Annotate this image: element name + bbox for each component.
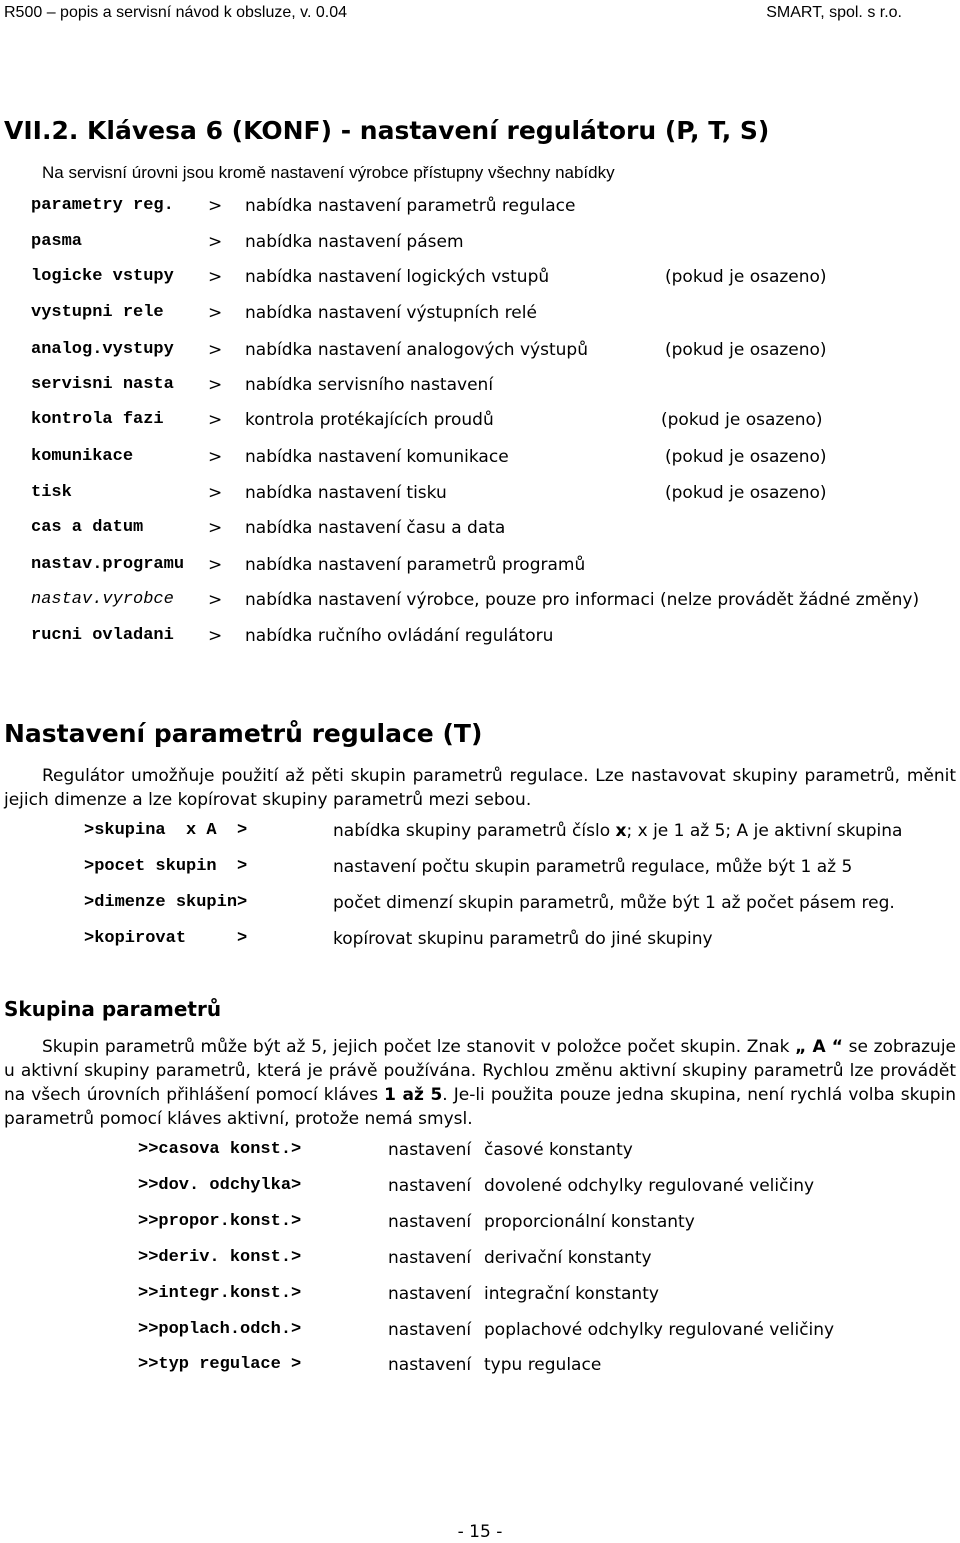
section-title-skupina-parametru: Skupina parametrů [4, 997, 222, 1021]
group-param-code: >>deriv. konst.> [138, 1248, 302, 1267]
menu-row [0, 232, 960, 268]
menu-row [0, 267, 960, 303]
menu-arrow: > [208, 518, 223, 538]
menu-note: (pokud je osazeno) [665, 267, 827, 287]
menu-desc: nabídka nastavení parametrů regulace [245, 196, 576, 216]
group-param-row [0, 1176, 960, 1212]
group-param-code: >>integr.konst.> [138, 1284, 302, 1303]
menu-desc: nabídka nastavení parametrů programů [245, 555, 586, 575]
menu-code: vystupni rele [31, 303, 164, 322]
menu-arrow: > [208, 375, 223, 395]
menu-row [0, 196, 960, 232]
param-desc: kopírovat skupinu parametrů do jiné skupiny [333, 929, 713, 949]
menu-arrow: > [208, 232, 223, 252]
section3-paragraph [4, 1035, 956, 1131]
param-code: >dimenze skupin> [84, 893, 248, 912]
group-param-row [0, 1284, 960, 1320]
group-param-desc: časové konstanty [484, 1140, 633, 1160]
menu-code: servisni nasta [31, 375, 174, 394]
menu-desc: nabídka nastavení výrobce, pouze pro informaci (nelze provádět žádné změny) [245, 590, 920, 610]
param-code: >kopirovat > [84, 929, 248, 948]
menu-arrow: > [208, 626, 223, 646]
group-param-code: >>casova konst.> [138, 1140, 302, 1159]
menu-desc: kontrola protékajících proudů [245, 410, 494, 430]
menu-row [0, 555, 960, 591]
menu-arrow: > [208, 447, 223, 467]
menu-code: nastav.programu [31, 555, 185, 574]
param-desc-text: nabídka skupiny parametrů číslo [333, 821, 616, 841]
menu-code: komunikace [31, 447, 134, 466]
menu-row [0, 483, 960, 519]
menu-code: pasma [31, 232, 83, 251]
header-doc-title: R500 – popis a servisní návod k obsluze, v. 0.04 [4, 4, 348, 21]
menu-desc: nabídka nastavení výstupních relé [245, 303, 537, 323]
menu-row [0, 447, 960, 483]
group-param-desc: derivační konstanty [484, 1248, 652, 1268]
page-number: - 15 - [457, 1522, 503, 1542]
menu-arrow: > [208, 483, 223, 503]
menu-arrow: > [208, 410, 223, 430]
param-desc: počet dimenzí skupin parametrů, může být 1 až počet pásem reg. [333, 893, 895, 913]
menu-row [0, 590, 960, 626]
section-title-parametry-regulace: Nastavení parametrů regulace (T) [4, 719, 483, 748]
menu-desc: nabídka nastavení analogových výstupů [245, 340, 588, 360]
menu-arrow: > [208, 555, 223, 575]
param-row [0, 821, 960, 857]
group-param-desc: proporcionální konstanty [484, 1212, 695, 1232]
menu-code: analog.vystupy [31, 340, 174, 359]
group-param-set: nastavení [388, 1284, 472, 1304]
group-param-set: nastavení [388, 1212, 472, 1232]
menu-arrow: > [208, 303, 223, 323]
menu-desc: nabídka nastavení času a data [245, 518, 506, 538]
menu-desc: nabídka ručního ovládání regulátoru [245, 626, 554, 646]
group-param-set: nastavení [388, 1248, 472, 1268]
menu-arrow: > [208, 590, 223, 610]
section2-paragraph-text: Regulátor umožňuje použití až pěti skupin parametrů regulace. Lze nastavovat skupiny parametrů, měnit jejich dimenze a lze kopírovat skupiny parametrů mezi sebou. [4, 766, 956, 810]
section3-text-c: . Je-li použita pouze jedna skupina, není rychlá volba skupin parametrů pomocí kláves aktivní, protože nemá smysl. [4, 1085, 956, 1129]
param-row [0, 893, 960, 929]
param-desc-text-post: ; x je 1 až 5; A je aktivní skupina [626, 821, 903, 841]
section-title-konf: VII.2. Klávesa 6 (KONF) - nastavení regulátoru (P, T, S) [4, 116, 770, 145]
menu-row [0, 303, 960, 339]
menu-note: (pokud je osazeno) [661, 410, 823, 430]
param-row [0, 857, 960, 893]
group-param-row [0, 1212, 960, 1248]
section3-text-a: Skupin parametrů může být až 5, jejich počet lze stanovit v položce počet skupin. Znak [42, 1037, 796, 1057]
group-param-code: >>typ regulace > [138, 1355, 302, 1374]
menu-desc: nabídka nastavení tisku [245, 483, 447, 503]
menu-desc: nabídka servisního nastavení [245, 375, 494, 395]
menu-row [0, 375, 960, 411]
group-param-row [0, 1355, 960, 1391]
menu-code: logicke vstupy [31, 267, 174, 286]
menu-row [0, 518, 960, 554]
group-param-code: >>dov. odchylka> [138, 1176, 302, 1195]
menu-note: (pokud je osazeno) [665, 340, 827, 360]
menu-code: cas a datum [31, 518, 144, 537]
menu-desc: nabídka nastavení logických vstupů [245, 267, 550, 287]
page-header [0, 0, 960, 30]
section-intro: Na servisní úrovni jsou kromě nastavení výrobce přístupny všechny nabídky [42, 163, 615, 182]
param-code: >pocet skupin > [84, 857, 248, 876]
menu-note: (pokud je osazeno) [665, 483, 827, 503]
group-param-row [0, 1320, 960, 1356]
menu-row [0, 340, 960, 376]
group-param-row [0, 1248, 960, 1284]
group-param-set: nastavení [388, 1320, 472, 1340]
header-company: SMART, spol. s r.o. [766, 4, 902, 21]
menu-code: kontrola fazi [31, 410, 164, 429]
section3-text-b: se zobrazuje u aktivní skupiny parametrů, která je právě používána. Rychlou změnu aktivní skupiny parametrů lze provádět na všech úrovních přihlášení pomocí kláves [4, 1037, 957, 1105]
group-param-desc: dovolené odchylky regulované veličiny [484, 1176, 815, 1196]
param-row [0, 929, 960, 965]
menu-code: rucni ovladani [31, 626, 174, 645]
section2-paragraph [4, 764, 956, 812]
param-desc: nastavení počtu skupin parametrů regulace, může být 1 až 5 [333, 857, 853, 877]
group-param-code: >>poplach.odch.> [138, 1320, 302, 1339]
menu-code: tisk [31, 483, 72, 502]
menu-row [0, 410, 960, 446]
menu-code: nastav.vyrobce [31, 590, 174, 609]
menu-desc: nabídka nastavení komunikace [245, 447, 509, 467]
menu-arrow: > [208, 267, 223, 287]
group-param-desc: poplachové odchylky regulované veličiny [484, 1320, 835, 1340]
menu-row [0, 626, 960, 662]
group-param-set: nastavení [388, 1140, 472, 1160]
group-param-set: nastavení [388, 1355, 472, 1375]
menu-code: parametry reg. [31, 196, 174, 215]
menu-arrow: > [208, 340, 223, 360]
param-desc-bold: x [615, 821, 627, 841]
group-param-row [0, 1140, 960, 1176]
menu-note: (pokud je osazeno) [665, 447, 827, 467]
section3-quote: „ A “ [795, 1037, 843, 1057]
group-param-set: nastavení [388, 1176, 472, 1196]
param-desc [333, 821, 902, 841]
param-code: >skupina x A > [84, 821, 248, 840]
menu-arrow: > [208, 196, 223, 216]
section3-keys: 1 až 5 [384, 1085, 443, 1105]
menu-desc: nabídka nastavení pásem [245, 232, 464, 252]
group-param-desc: integrační konstanty [484, 1284, 659, 1304]
group-param-desc: typu regulace [484, 1355, 602, 1375]
group-param-code: >>propor.konst.> [138, 1212, 302, 1231]
